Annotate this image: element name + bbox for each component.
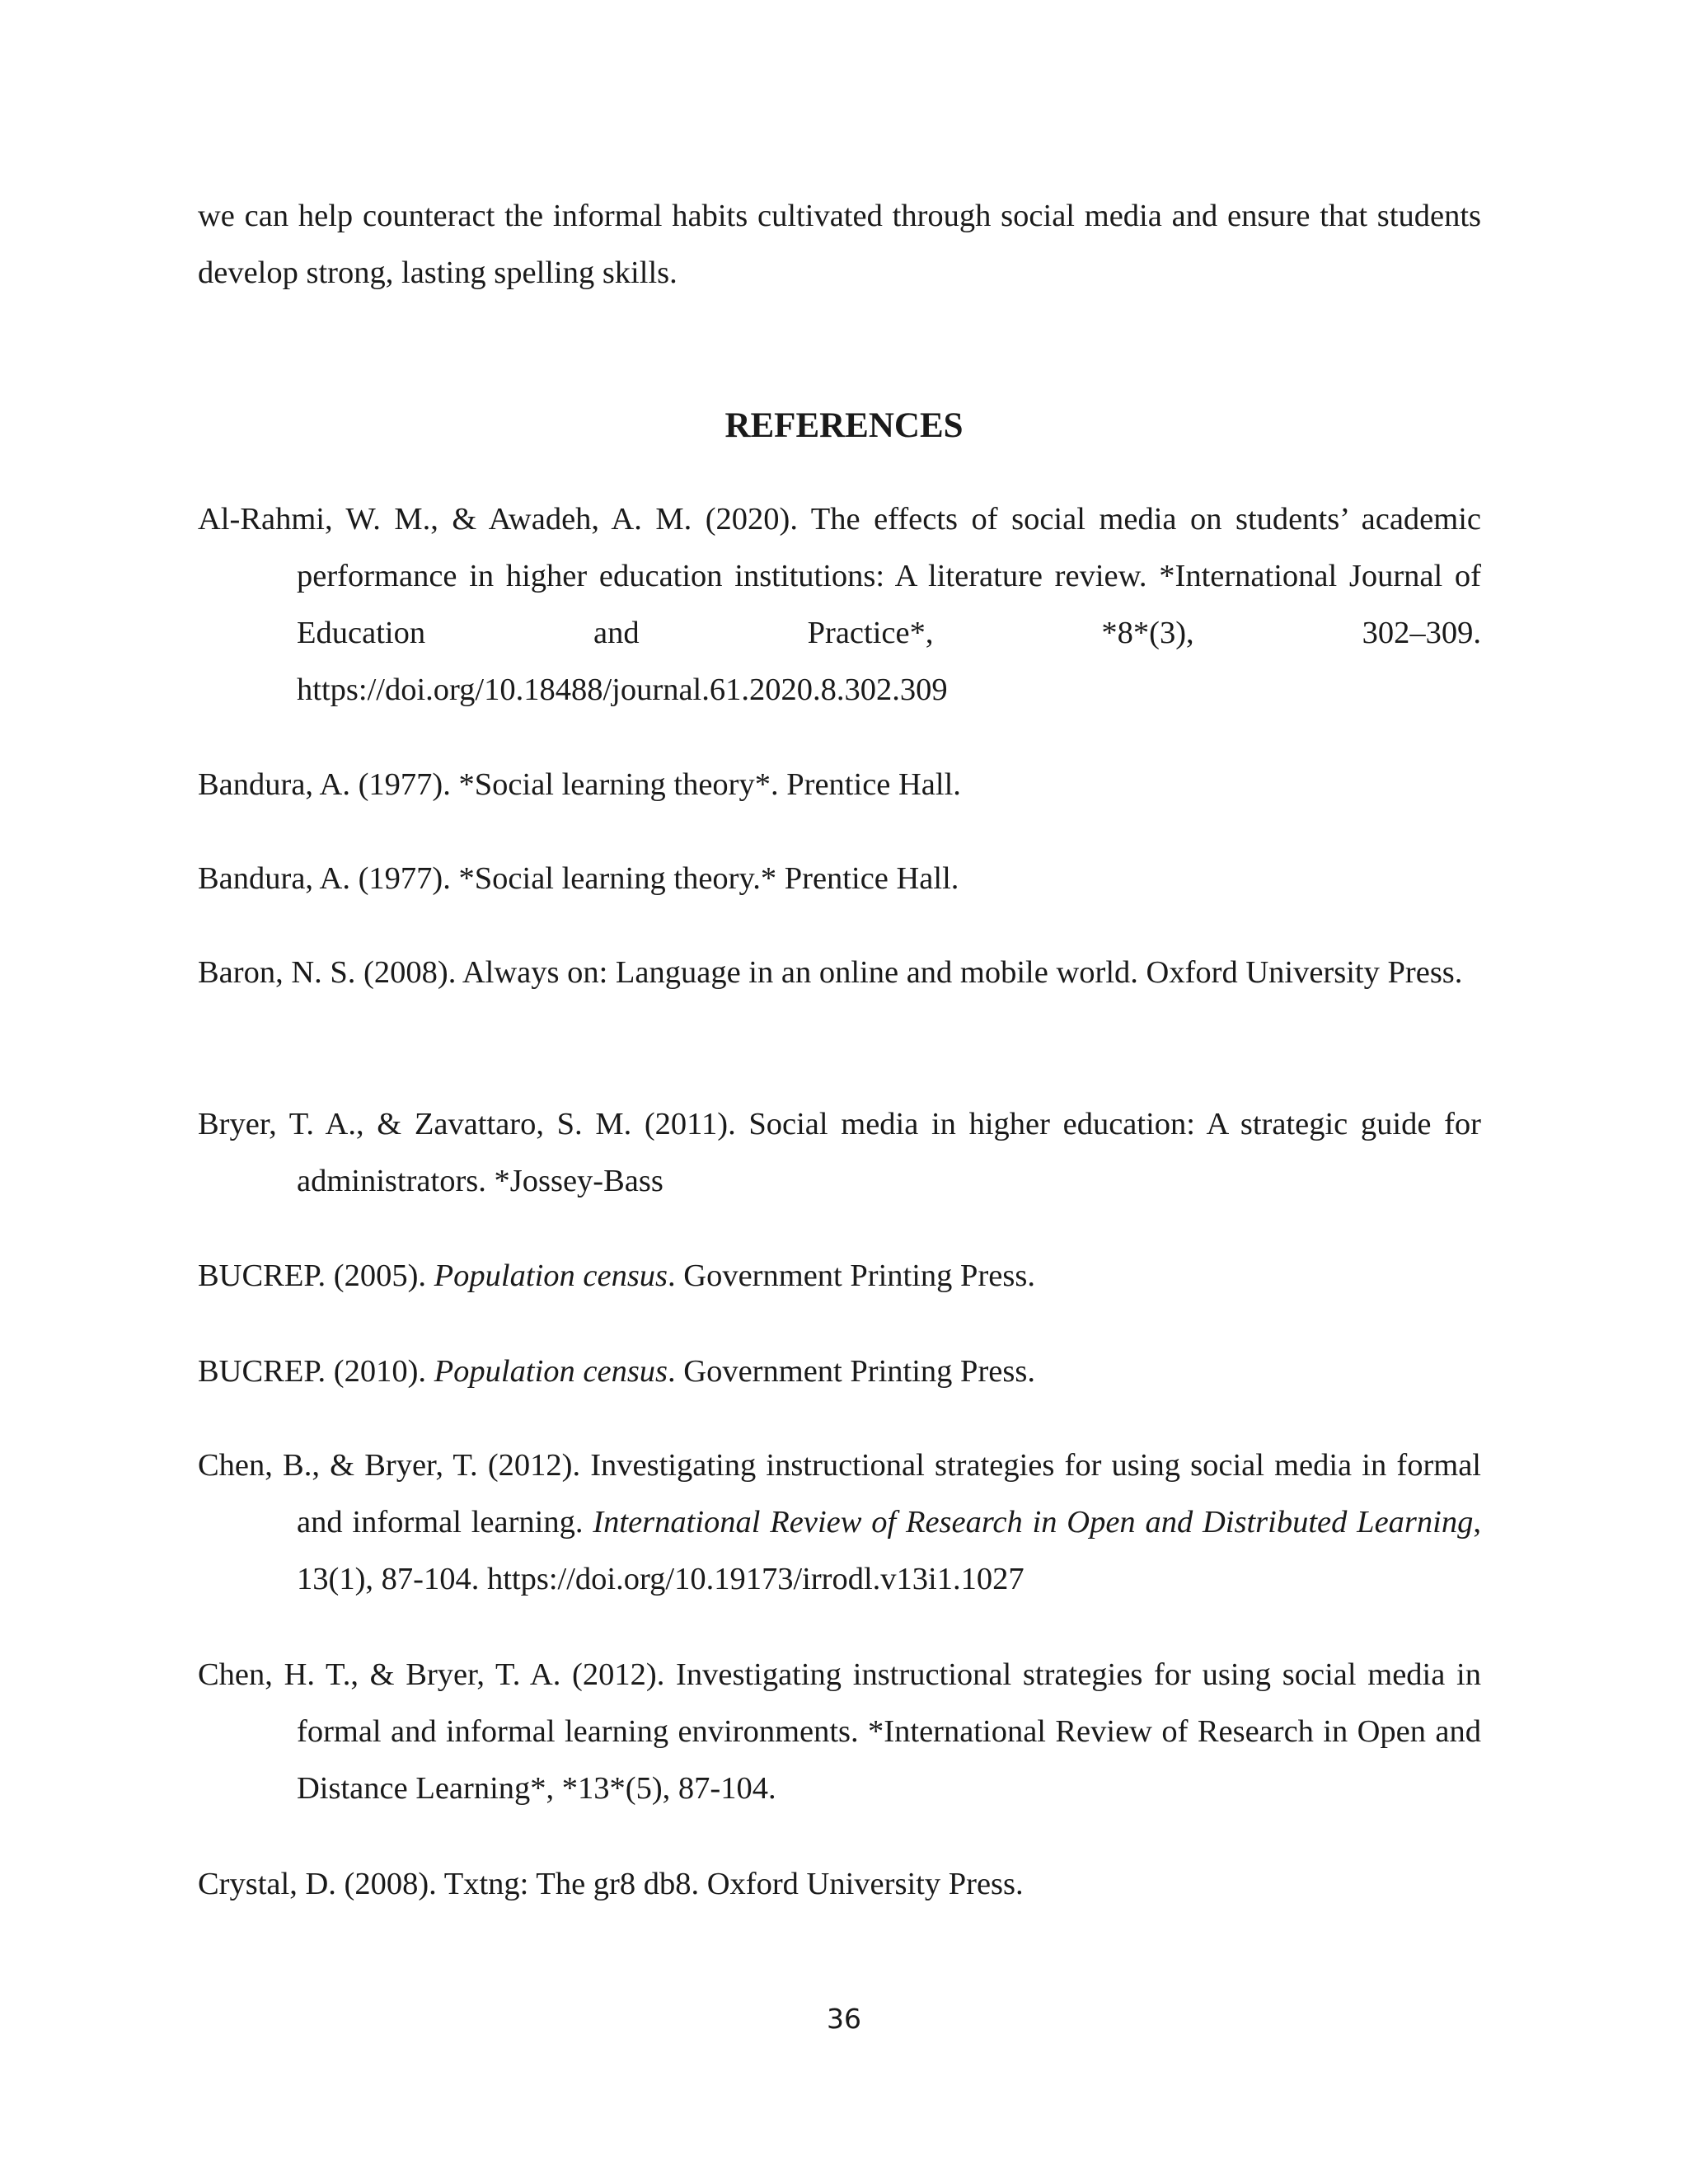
- reference-entry: [198, 1248, 1481, 1305]
- reference-title: Population census: [434, 1258, 668, 1293]
- reference-text: BUCREP. (2010).: [198, 1354, 434, 1389]
- reference-title: International Review of Research in Open and Distributed Learning: [593, 1505, 1474, 1540]
- reference-text: . Government Printing Press.: [668, 1258, 1035, 1293]
- references-heading: REFERENCES: [724, 406, 964, 445]
- reference-text: . Government Printing Press.: [668, 1354, 1035, 1389]
- reference-entry: Bandura, A. (1977). *Social learning theory.* Prentice Hall.: [198, 861, 959, 896]
- reference-text: , 13(1), 87-104. https://doi.org/10.19173/irrodl.v13i1.1027: [297, 1505, 1481, 1596]
- reference-entry: Al-Rahmi, W. M., & Awadeh, A. M. (2020). The effects of social media on students’ academic performance in higher education institutions: A literature review. *International Journal of Education and Practice*, *8*(3), 302–309. https://doi.org/10.18488/journal.61.2020.8.302.309: [198, 502, 1481, 707]
- reference-entry: Bryer, T. A., & Zavattaro, S. M. (2011). Social media in higher education: A strategic guide for administrators. *Jossey-Bass: [198, 1107, 1481, 1198]
- intro-paragraph: we can help counteract the informal habits cultivated through social media and ensure that students develop strong, lasting spelling skills.: [198, 199, 1481, 290]
- reference-entry: Bandura, A. (1977). *Social learning theory*. Prentice Hall.: [198, 767, 961, 802]
- reference-title: Population census: [434, 1354, 668, 1389]
- reference-entry: Crystal, D. (2008). Txtng: The gr8 db8. Oxford University Press.: [198, 1867, 1024, 1901]
- reference-text: Chen, B., & Bryer, T. (2012). Investigating instructional strategies for using social media in formal and informal learning.: [198, 1448, 1481, 1540]
- page-number: 36: [827, 2003, 861, 2035]
- reference-entry: [198, 1437, 1481, 1608]
- reference-entry: Chen, H. T., & Bryer, T. A. (2012). Investigating instructional strategies for using social media in formal and informal learning environments. *International Review of Research in Open and Distance Learning*, *13*(5), 87-104.: [198, 1657, 1481, 1806]
- reference-entry: Baron, N. S. (2008). Always on: Language in an online and mobile world. Oxford University Press.: [198, 955, 1463, 990]
- reference-entry: [198, 1343, 1481, 1400]
- reference-text: BUCREP. (2005).: [198, 1258, 434, 1293]
